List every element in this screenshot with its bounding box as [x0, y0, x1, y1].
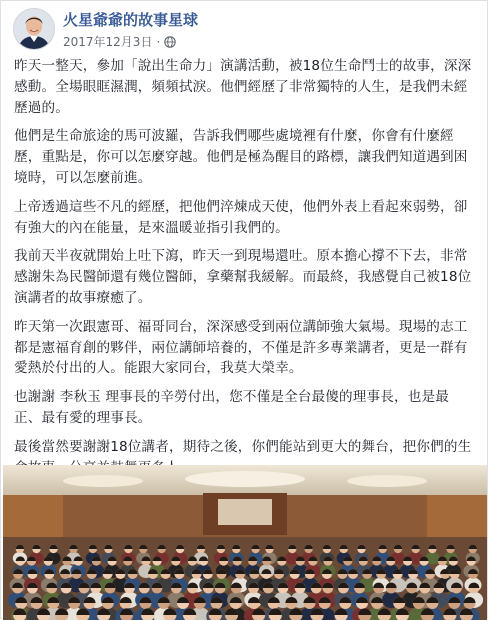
author-avatar[interactable] [13, 8, 55, 50]
globe-icon[interactable] [164, 36, 176, 48]
post-header [13, 7, 477, 53]
post-paragraph: 他們是生命旅途的馬可波羅，告訴我們哪些處境裡有什麼，你會有什麼經歷，重點是，你可以怎麼穿越。他們是極為醒目的路標，讓我們知道遇到困境時，可以怎麼前進。 [14, 126, 476, 188]
post-paragraph: 也謝謝 李秋玉 理事長的辛勞付出，您不僅是全台最傻的理事長，也是最正、最有愛的理事長。 [14, 387, 476, 429]
post-date-link[interactable]: 2017年12月3日 [63, 33, 152, 50]
post-meta [63, 33, 176, 50]
post-body [14, 56, 476, 486]
post-paragraph: 我前天半夜就開始上吐下瀉，昨天一到現場還吐。原本擔心撐不下去，非常感謝朱為民醫師還有幾位醫師，拿藥幫我緩解。而最終，我感覺自己被18位演講者的故事療癒了。 [14, 246, 476, 308]
post-paragraph: 昨天第一次跟憲哥、福哥同台，深深感受到兩位講師強大氣場。現場的志工都是憲福育創的夥伴，兩位講師培養的，不僅是許多專業講者，更是一群有愛熱於付出的人。能跟大家同台，我莫大榮幸。 [14, 317, 476, 379]
meta-separator: · [156, 35, 160, 49]
author-name-link[interactable]: 火星爺爺的故事星球 [63, 9, 198, 30]
group-photo[interactable] [3, 465, 487, 620]
post-paragraph: 最後當然要謝謝18位講者，期待之後，你們能站到更大的舞台，把你們的生 [14, 437, 476, 479]
post-paragraph: 上帝透過這些不凡的經歷，把他們淬煉成天使，他們外表上看起來弱勢，卻有強大的內在能量，是來溫暖並指引我們的。 [14, 197, 476, 239]
post-paragraph: 昨天一整天，參加「說出生命力」演講活動，被18位生命鬥士的故事，深深感動。全場眼眶濕潤，頻頻拭淚。他們經歷了非常獨特的人生，是我們未經歷過的。 [14, 56, 476, 118]
